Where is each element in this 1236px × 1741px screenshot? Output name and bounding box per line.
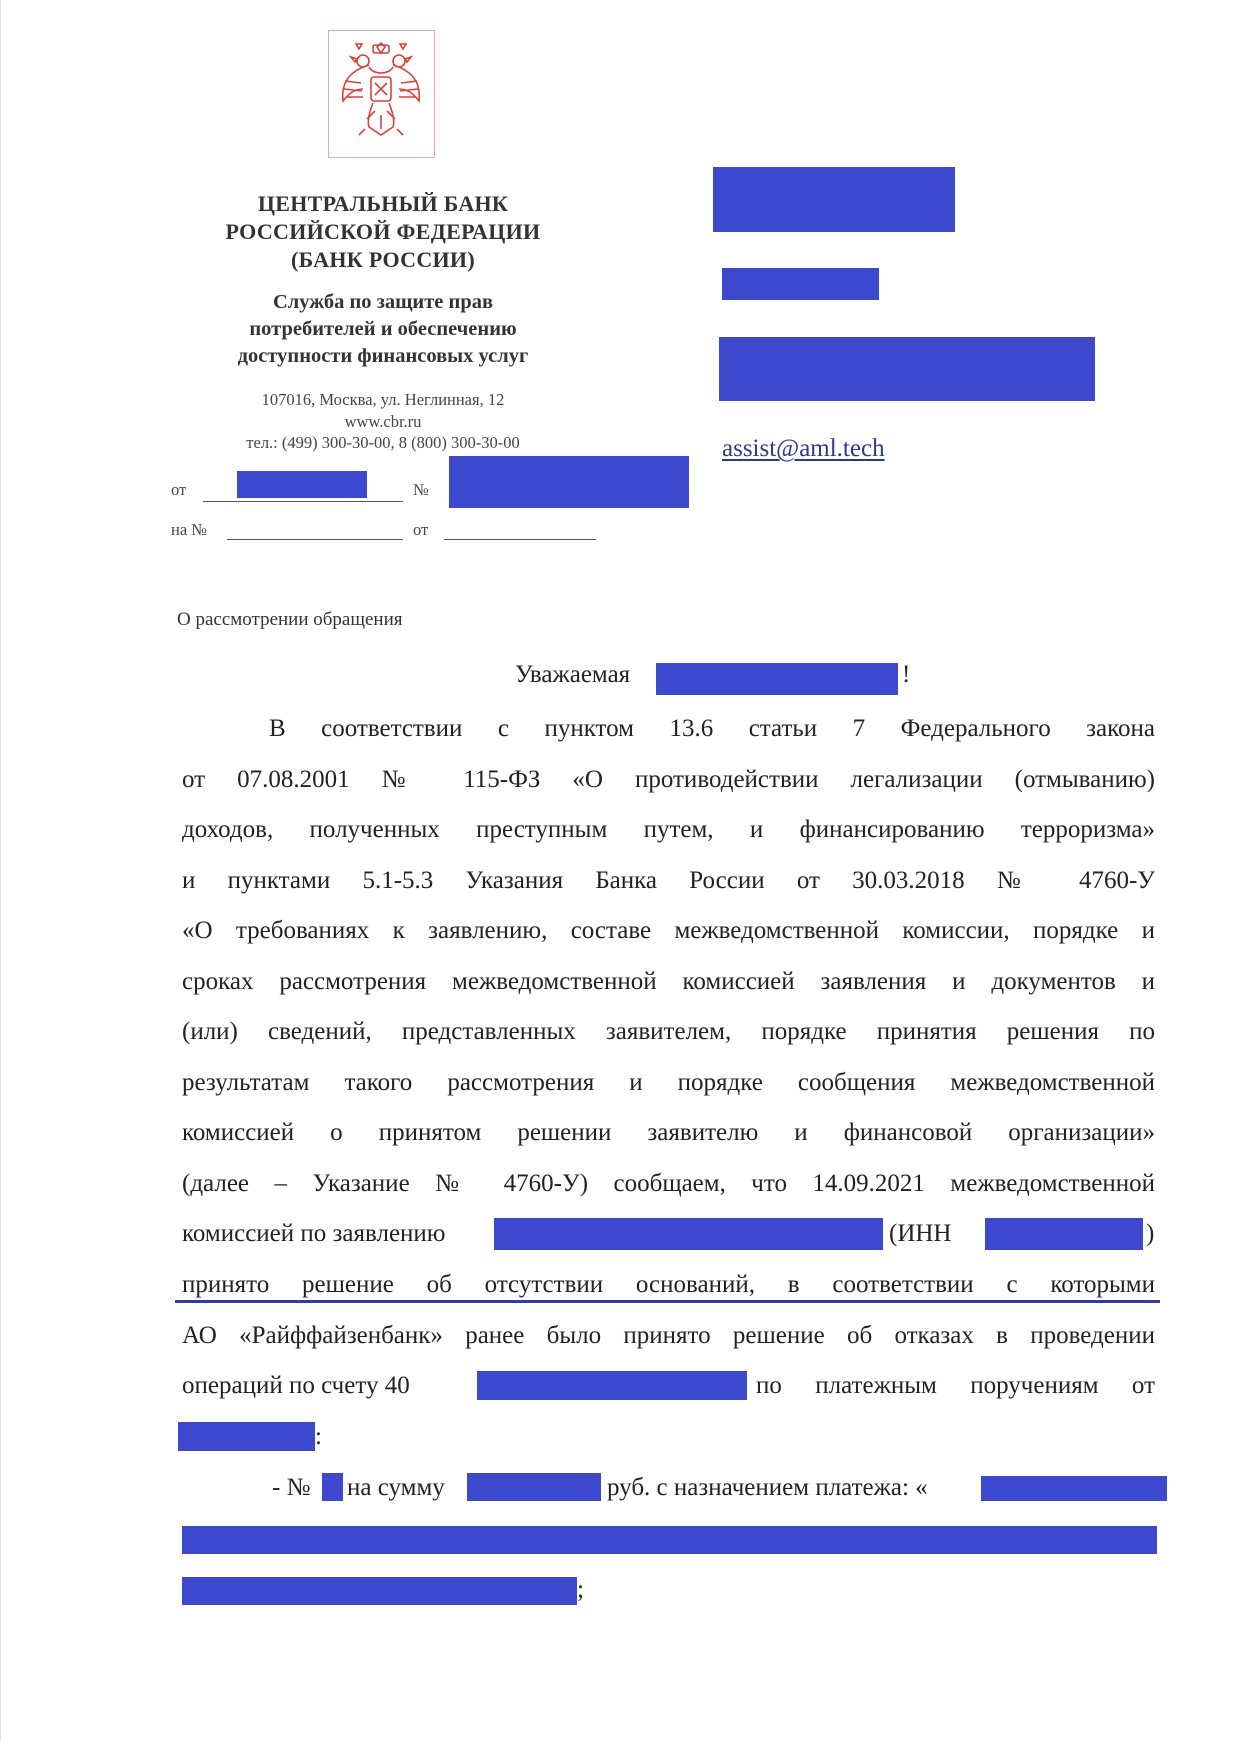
coat-of-arms-emblem	[328, 30, 435, 158]
body-line-9: комиссией о принятом решении заявителю и финансовой организации»	[182, 1119, 1155, 1146]
body-line-3: доходов, полученных преступным путем, и финансированию терроризма»	[182, 816, 1155, 843]
body-line-2: от 07.08.2001 № 115-ФЗ «О противодействии легализации (отмыванию)	[182, 765, 1155, 793]
bank-name-line-3: (БАНК РОССИИ)	[291, 247, 475, 272]
redacted-inn	[985, 1218, 1143, 1250]
from-date-label: от	[171, 480, 187, 499]
bank-name-line-1: ЦЕНТРАЛЬНЫЙ БАНК	[257, 191, 509, 216]
redacted-letter-number	[449, 456, 689, 508]
payment-sum-label: на сумму	[347, 1474, 445, 1501]
letter-body	[182, 704, 1155, 1209]
commission-prefix: комиссией по заявлению	[182, 1220, 446, 1247]
service-line-1: Служба по защите прав	[272, 291, 494, 313]
body-line-10: (далее – Указание № 4760-У) сообщаем, что 14.09.2021 межведомственной	[182, 1169, 1155, 1197]
from-date-underline	[203, 501, 403, 502]
letter-subject: О рассмотрении обращения	[177, 609, 403, 630]
body-line-8: результатам такого рассмотрения и порядке сообщения межведомственной	[182, 1068, 1155, 1096]
dates-colon: :	[315, 1423, 322, 1450]
decision-line: принято решение об отсутствии оснований, в соответствии с которыми	[182, 1271, 1155, 1298]
bank-name	[191, 190, 575, 274]
phone-line: тел.: (499) 300-30-00, 8 (800) 300-30-00	[246, 433, 520, 452]
greeting: Уважаемая	[515, 661, 631, 688]
decision-underline	[175, 1300, 1160, 1303]
operations-suffix: по платежным поручениям от	[756, 1372, 1155, 1399]
redacted-payment-dates	[178, 1422, 315, 1451]
service-name	[191, 289, 575, 370]
redacted-recipient-name	[713, 167, 955, 232]
inn-close: )	[1146, 1220, 1155, 1247]
re-number-label: на №	[171, 520, 208, 539]
redacted-from-date	[237, 471, 367, 498]
operations-prefix: операций по счету 40	[182, 1372, 410, 1399]
redacted-payment-purpose-3	[182, 1577, 577, 1605]
redacted-payment-number	[322, 1473, 343, 1501]
redacted-payment-purpose-2	[182, 1526, 1157, 1554]
body-line-4: и пунктами 5.1-5.3 Указания Банка России от 30.03.2018 № 4760-У	[182, 866, 1155, 894]
re-from-underline	[444, 539, 596, 540]
greeting-exclamation: !	[902, 661, 911, 688]
recipient-email-link[interactable]: assist@aml.tech	[722, 435, 885, 462]
body-line-5: «О требованиях к заявлению, составе межведомственной комиссии, порядке и	[182, 917, 1155, 944]
bank-address	[191, 389, 575, 454]
bank-decision-line: АО «Райффайзенбанк» ранее было принято решение об отказах в проведении	[182, 1322, 1155, 1349]
service-line-3: доступности финансовых услуг	[237, 345, 529, 367]
redacted-payment-amount	[467, 1473, 601, 1501]
body-line-7: (или) сведений, представленных заявителем, порядке принятия решения по	[182, 1018, 1155, 1045]
body-line-1: В соответствии с пунктом 13.6 статьи 7 Федерального закона	[269, 715, 1155, 742]
redacted-account-number	[477, 1371, 747, 1400]
redacted-payment-purpose-1	[981, 1476, 1167, 1501]
payment-item-dash: - №	[272, 1474, 311, 1501]
bank-name-line-2: РОССИЙСКОЙ ФЕДЕРАЦИИ	[225, 219, 541, 244]
body-line-6: сроках рассмотрения межведомственной комиссией заявления и документов и	[182, 967, 1155, 995]
inn-open: (ИНН	[889, 1220, 952, 1247]
website-line: www.cbr.ru	[344, 411, 422, 431]
re-number-underline	[227, 539, 403, 540]
service-line-2: потребителей и обеспечению	[249, 318, 517, 340]
redacted-recipient-address	[719, 337, 1095, 401]
number-label: №	[413, 480, 429, 499]
redacted-applicant-name	[494, 1218, 883, 1250]
payment-purpose-label: руб. с назначением платежа: «	[607, 1474, 928, 1501]
double-headed-eagle-icon	[329, 31, 433, 156]
redacted-recipient-line-2	[722, 268, 879, 300]
re-from-label: от	[413, 520, 429, 539]
redacted-addressee-name	[656, 663, 898, 695]
address-line: 107016, Москва, ул. Неглинная, 12	[261, 390, 505, 409]
purpose-semicolon: ;	[577, 1576, 584, 1603]
